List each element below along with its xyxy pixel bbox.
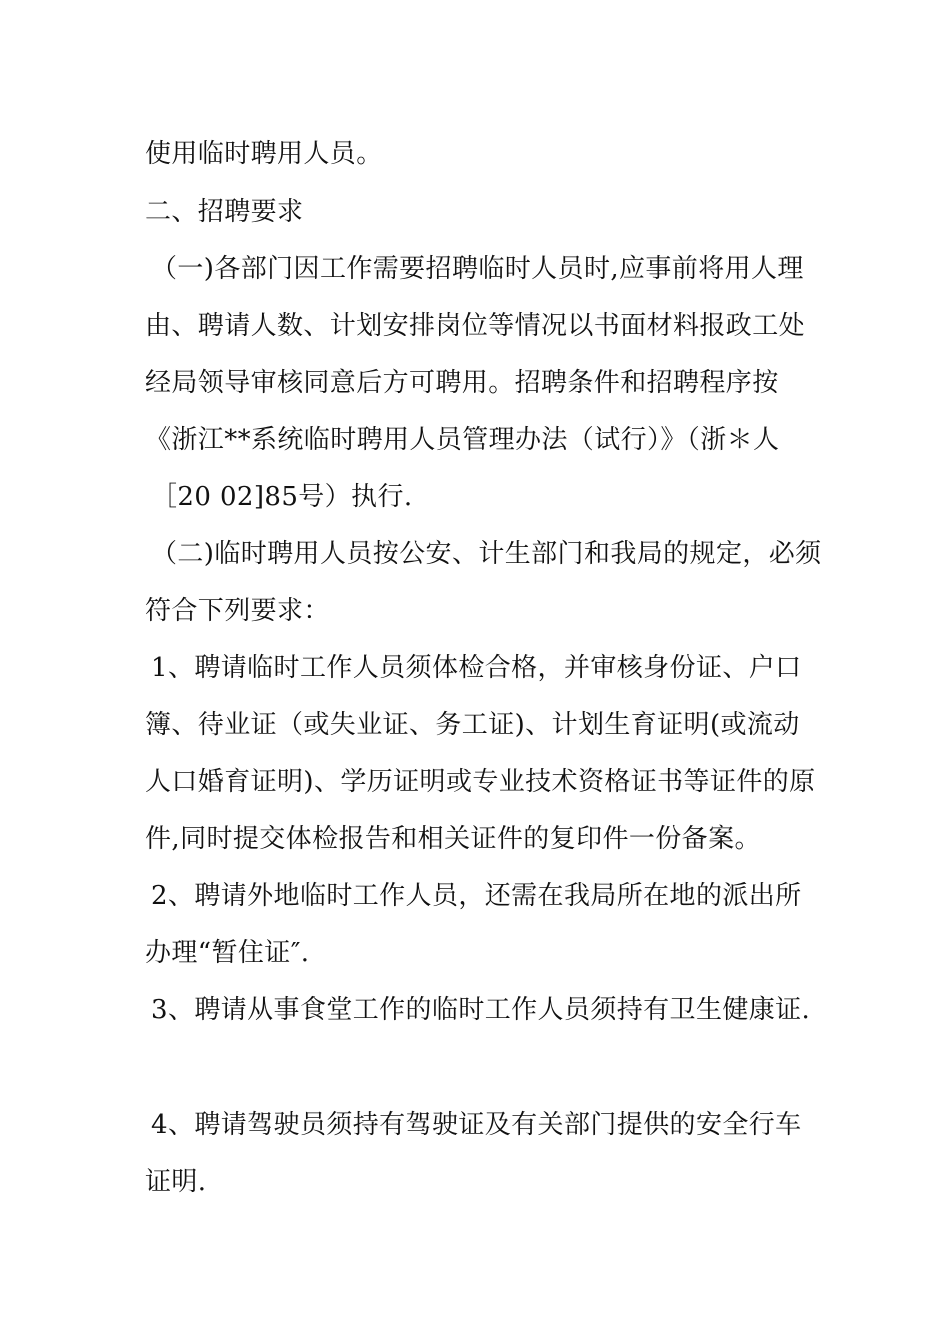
text-line-15: 办理“暂住证″. [145, 938, 310, 968]
text-line-18: 证明. [145, 1167, 207, 1197]
text-line-12: 人口婚育证明)、学历证明或专业技术资格证书等证件的原 [145, 767, 816, 797]
text-line-3: （一)各部门因工作需要招聘临时人员时,应事前将用人理 [151, 254, 804, 284]
text-line-7: ［20 02]85号）执行. [151, 482, 413, 512]
text-line-14: 2、聘请外地临时工作人员，还需在我局所在地的派出所 [151, 881, 802, 911]
section-heading-recruitment-requirements: 二、招聘要求 [145, 197, 304, 227]
text-line-11: 簿、待业证（或失业证、务工证)、计划生育证明(或流动 [145, 710, 800, 740]
text-line-16: 3、聘请从事食堂工作的临时工作人员须持有卫生健康证. [151, 995, 811, 1025]
text-line-10: 1、聘请临时工作人员须体检合格，并审核身份证、户口 [151, 653, 802, 683]
text-line-8: （二)临时聘用人员按公安、计生部门和我局的规定，必须 [151, 539, 822, 569]
text-line-4: 由、聘请人数、计划安排岗位等情况以书面材料报政工处 [145, 311, 806, 341]
text-line-1: 使用临时聘用人员。 [145, 139, 383, 169]
text-line-6: 《浙江**系统临时聘用人员管理办法（试行）》（浙＊人 [145, 425, 780, 455]
text-line-5: 经局领导审核同意后方可聘用。招聘条件和招聘程序按 [145, 368, 779, 398]
text-line-13: 件,同时提交体检报告和相关证件的复印件一份备案。 [145, 824, 761, 854]
text-line-9: 符合下列要求： [145, 596, 330, 626]
text-line-17: 4、聘请驾驶员须持有驾驶证及有关部门提供的安全行车 [151, 1110, 802, 1140]
